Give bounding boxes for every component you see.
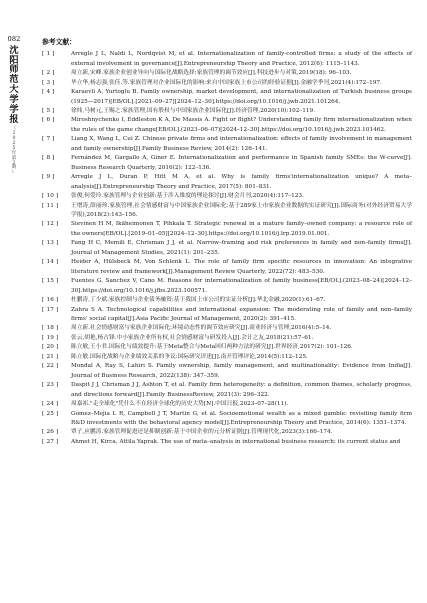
reference-text: Fernández M, Gargallo A, Giner E. Internationalization and performance in Spanish family SMEs: the W-curve[J]. Business Research Quarterly, 2016(2): 122–136. xyxy=(71,155,412,171)
reference-item xyxy=(42,438,412,447)
references-section xyxy=(42,38,412,447)
reference-item xyxy=(42,277,412,296)
reference-number: [ 5 ] xyxy=(42,108,55,115)
reference-item xyxy=(42,135,412,154)
journal-title-char: 学 xyxy=(9,94,19,106)
reference-item xyxy=(42,239,412,258)
journal-title-char: 学 xyxy=(9,104,19,116)
issue-char: 期 xyxy=(11,165,17,171)
reference-text: 周立新.社会情感财富与家族企业国际化:环境动态性的调节效应研究[J].商业经济与管理,2016(4):5–14. xyxy=(71,325,332,332)
reference-number: [ 13 ] xyxy=(42,240,59,247)
reference-item xyxy=(42,410,412,429)
reference-number: [ 22 ] xyxy=(42,363,59,370)
reference-number: [ 18 ] xyxy=(42,325,59,332)
reference-text: 徐炜,马树元,王赐之.家族管理,国有股权与中国家族企业国际化[J].经济管理,2020(10):102–119. xyxy=(71,108,315,115)
journal-title-char: 大 xyxy=(9,84,19,96)
reference-number: [ 6 ] xyxy=(42,117,55,124)
reference-text: 覃子,应鹏涛.家族管理促进还是抑制创新:基于中国企业的元分析证据[J].管理现代化,2023(3):166–174. xyxy=(71,429,333,436)
reference-item xyxy=(42,343,412,352)
reference-item xyxy=(42,69,412,78)
journal-sidebar xyxy=(4,36,24,176)
reference-number: [ 27 ] xyxy=(42,438,59,445)
reference-text: 王增涛,薛丽珍.家族管理,社会情感财富与中国家族企业国际化:基于289家上市家族企业数据的实证研究[J].国际商务(对外经济贸易大学学报),2018(2):143–156. xyxy=(71,202,412,218)
page-number: 082 xyxy=(7,35,21,43)
reference-text: Daspit J J, Chrisman J J, Ashton T, et al. Family firm heterogeneity: a definition, common themes, scholarly progress, and directions forward[J].Family BusinessReview, 2021(3): 296–322. xyxy=(71,382,412,398)
reference-text: 周立新,宋峰.家族企业创业导向与国际化战略选择:家族管理的调节效应[J].科技进步与对策,2019(18): 96–103. xyxy=(71,70,352,77)
reference-number: [ 24 ] xyxy=(42,401,59,408)
reference-item xyxy=(42,306,412,325)
reference-text: 陈立敏,王小君.国际化与绩效提升:基于Meta整合与Meta回归两种方法的研究[J].世界经济,2017(2): 101–126. xyxy=(71,344,353,351)
reference-text: Ahmet H, Kirca, Attila Yaprak. The use of meta–analysis in international business research: its current status and xyxy=(71,438,401,445)
journal-issue xyxy=(4,127,24,176)
reference-text: Liang X, Wang L, Cui Z. Chinese private firms and internationalization: effects of family involvement in management and family ownership[J].Family Business Review, 2014(2): 126–141. xyxy=(71,136,412,152)
reference-item xyxy=(42,173,412,192)
reference-text: 杜鹏涛,丁少斌.家族控制与企业债务融资:基于我国上市公司的实证分析[J].华北金融,2020(1):61–67. xyxy=(71,297,326,304)
reference-number: [ 11 ] xyxy=(42,202,59,209)
reference-text: 周嘉祁."走全球化"凭什么不在经济全球化的历史大势[N].中国日报,2023–07–28(11). xyxy=(71,401,289,408)
reference-number: [ 20 ] xyxy=(42,344,59,351)
reference-item xyxy=(42,88,412,107)
issue-char: 0 xyxy=(12,135,16,141)
issue-char: 2 xyxy=(12,131,16,137)
reference-item xyxy=(42,381,412,400)
reference-number: [ 1 ] xyxy=(42,51,55,58)
reference-number: [ 4 ] xyxy=(42,89,55,96)
reference-item xyxy=(42,258,412,277)
reference-text: Fang H C, Memili E, Chrisman J J, et al. Narrow–framing and risk preferences in family and non–family firms[J]. Journal of Management Studies, 2021(1): 201–235. xyxy=(71,240,412,256)
issue-char: 年 xyxy=(11,150,17,156)
reference-item xyxy=(42,296,412,305)
reference-text: Karaevli A, Yurtoglu B. Family ownership, market development, and internationalization of Turkish business groups (1925—2017)[EB/OL].[2021–09–27][2024–12–30].https://doi.org/10.1016/j.jwb.2021.101264. xyxy=(71,89,412,105)
reference-text: Zahra S A. Technological capabilities and international expansion: The moderating role of family and non–family firms' social capital[J].Asia Pacific Journal of Management, 2020(2): 391–415. xyxy=(71,306,412,322)
reference-text: Arregle J L, Naldi L, Nordqvist M, et al. Internationalization of family-controlled firms: a study of the effects of external involvement in governance[J].Entrepreneurship Theory and Practice, 2012(6): 1115–1143. xyxy=(71,51,412,67)
reference-item xyxy=(42,353,412,362)
issue-char: 2 xyxy=(12,140,16,146)
issue-char: 2 xyxy=(12,160,16,166)
reference-text: 毕立华,杨志强,张佳.等.家族管理对企业国际化的影响:来自中国家族上市公司的经验证据[J].金融学季刊,2021(4):172–197. xyxy=(71,79,382,86)
reference-text: 张云,胡艳,杨占锋.中小家族企业所有权,社会情感财富与研发投入[J].会计之友,2018(21):57–61. xyxy=(71,334,314,341)
issue-char: 第 xyxy=(11,155,17,161)
journal-title-char: 沈 xyxy=(9,44,19,56)
reference-item xyxy=(42,107,412,116)
reference-item xyxy=(42,79,412,88)
journal-title-char: 报 xyxy=(9,114,19,126)
reference-number: [ 17 ] xyxy=(42,306,59,313)
reference-text: 张俊,何爱玲.家族管理与企业创新:基于涉入维度的理论探讨[J].财会月刊,2020(4):117–123. xyxy=(71,193,304,200)
journal-title-char: 范 xyxy=(9,74,19,86)
reference-text: Sievinen H M, Ikäheimonen T, Pihkala T. Strategic renewal in a mature family–owned company: a resource role of the owners[EB/OL].[2019–01–05][2024–12–30].https://doi.org/10.1016/j.lrp.2019.01.001. xyxy=(71,221,412,237)
reference-number: [ 9 ] xyxy=(42,174,55,181)
reference-number: [ 19 ] xyxy=(42,334,59,341)
reference-item xyxy=(42,324,412,333)
reference-text: Gomez–Mejia L R, Campbell J T, Martin G, et al. Socioemotional wealth as a mixed gamble: revisiting family firm R&D investments with the behavioral agency model[J].Entrepreneurship Theory and Practice, 2014(6): 1351–1374. xyxy=(71,410,412,426)
reference-list xyxy=(42,50,412,447)
journal-title-char: 阳 xyxy=(9,54,19,66)
reference-number: [ 26 ] xyxy=(42,429,59,436)
reference-number: [ 14 ] xyxy=(42,259,59,266)
reference-number: [ 3 ] xyxy=(42,79,55,86)
reference-text: 陈立敏.国际化战略与企业绩效关系的争议:国际研究评述[J].南开管理评论,2014(5):112–125. xyxy=(71,353,308,360)
reference-number: [ 16 ] xyxy=(42,297,59,304)
reference-item xyxy=(42,50,412,69)
issue-char: ） xyxy=(11,170,17,176)
reference-item xyxy=(42,154,412,173)
reference-item xyxy=(42,202,412,221)
reference-text: Fuentes G, Sanchez V, Cano M. Reasons for internationalization of family business[EB/OL].(2023–08–24)[2024–12–30].https://doi.org/10.1016/j.jfbs.2023.100571. xyxy=(71,278,412,294)
reference-item xyxy=(42,116,412,135)
issue-char: 5 xyxy=(12,145,16,151)
reference-number: [ 12 ] xyxy=(42,221,59,228)
reference-item xyxy=(42,362,412,381)
reference-item xyxy=(42,428,412,437)
reference-number: [ 7 ] xyxy=(42,136,55,143)
reference-number: [ 21 ] xyxy=(42,353,59,360)
reference-text: Mondal A, Ray S, Lahiri S. Family ownership, family management, and multinationality: Evidence from India[J]. Journal of Business Research, 2022(138): 347–359. xyxy=(71,363,412,379)
references-heading: 参考文献： xyxy=(42,38,76,46)
reference-number: [ 23 ] xyxy=(42,382,59,389)
reference-number: [ 2 ] xyxy=(42,70,55,77)
journal-title-char: 师 xyxy=(9,64,19,76)
reference-item xyxy=(42,220,412,239)
issue-char: （ xyxy=(11,126,17,132)
reference-number: [ 15 ] xyxy=(42,278,59,285)
reference-text: Heider A, Hülsbeck M, Von Schlenk L. The role of family firm specific resources in innovation: An integrative literature review and framework[J].Management Review Quarterly, 2022(72): 483–530. xyxy=(71,259,412,275)
reference-item xyxy=(42,192,412,201)
reference-text: Arregle J L, Duran P, Hitt M A, et al. Why is family firms'internationalization unique? A meta–analysis[J].Entrepreneurship Theory and Practice, 2017(5): 801–831. xyxy=(71,174,412,190)
reference-item xyxy=(42,400,412,409)
reference-number: [ 8 ] xyxy=(42,155,55,162)
reference-number: [ 25 ] xyxy=(42,410,59,417)
reference-item xyxy=(42,334,412,343)
journal-title xyxy=(4,46,24,126)
reference-text: Miroshnychenko I, Eddleston K A, De Massis A. Fight or flight? Understanding family firm internationalization when the rules of the game change[EB/OL].(2023–06–07)[2024–12–30].https://doi.org/10.1016/j.jwb.2023.101462. xyxy=(71,117,412,133)
reference-number: [ 10 ] xyxy=(42,193,59,200)
